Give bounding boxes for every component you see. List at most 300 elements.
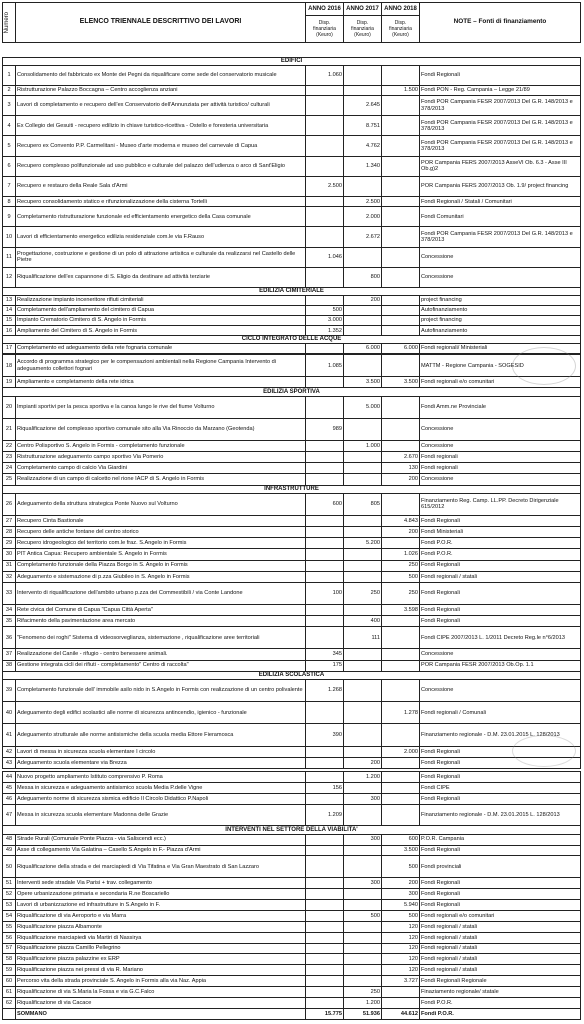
- row-number: 10: [3, 227, 16, 247]
- amount-2017: 4.762: [344, 136, 382, 156]
- amount-2018: 3.727: [382, 976, 420, 987]
- funding-note: Fondi Regionali: [420, 746, 581, 757]
- funding-note: Fondi Regionali: [420, 878, 581, 889]
- row-number: 32: [3, 571, 16, 582]
- works-table-part1: [2, 57, 581, 354]
- funding-note: Fondi Regionali: [420, 560, 581, 571]
- funding-note: project financing: [420, 315, 581, 325]
- work-description: Riqualificazione della strada e dei marciapiedi di Via Tifatina e Via Gran Maestrato di San Lazzaro: [16, 856, 306, 878]
- work-description: Riqualificazione piazza Albamonte: [16, 921, 306, 932]
- work-description: Recupero consolidamento statico e rifunzionalizzazione della cisterna Tortelli: [16, 197, 306, 207]
- table-row: [3, 326, 581, 336]
- work-description: Completamento funzionale dell' immobile asilo nido in S.Angelo in Formis con realizzazione di un centro polivalente: [16, 679, 306, 701]
- amount-2017: 300: [344, 834, 382, 845]
- row-number: 62: [3, 998, 16, 1009]
- amount-2016: [306, 538, 344, 549]
- amount-2017: [344, 176, 382, 196]
- row-number: [3, 1008, 16, 1019]
- section-title: INTERVENTI NEL SETTORE DELLA VIABILITA': [3, 826, 581, 834]
- row-number: 54: [3, 910, 16, 921]
- amount-2018: 130: [382, 463, 420, 474]
- amount-2016: [306, 396, 344, 418]
- amount-2018: [382, 627, 420, 649]
- funding-note: Fondi Regionali: [420, 582, 581, 604]
- table-row: [3, 463, 581, 474]
- disp-header: Disp. finanziaria (Keuro): [382, 16, 420, 43]
- amount-2017: [344, 943, 382, 954]
- row-number: 1: [3, 65, 16, 85]
- amount-2016: 1.352: [306, 326, 344, 336]
- amount-2016: [306, 987, 344, 998]
- work-description: Percorso vita della strada provinciale S. Angelo in Formis alla via Naz. Appia: [16, 976, 306, 987]
- section-row: [3, 671, 581, 679]
- table-row: [3, 227, 581, 247]
- table-row: [3, 856, 581, 878]
- work-description: Recupero ex Convento P.P. Carmelitani - Museo d'arte moderna e museo del carnevale di Capua: [16, 136, 306, 156]
- table-row: [3, 527, 581, 538]
- work-description: Rete civica del Comune di Capua "Capua Città Aperta": [16, 604, 306, 615]
- funding-note: Fondi Regionali: [420, 616, 581, 627]
- amount-2018: 6.000: [382, 343, 420, 353]
- funding-note: Fondi provinciali: [420, 856, 581, 878]
- section-row: [3, 58, 581, 66]
- amount-2017: 200: [344, 757, 382, 768]
- amount-2017: [344, 65, 382, 85]
- table-row: [3, 538, 581, 549]
- amount-2017: 400: [344, 616, 382, 627]
- amount-2016: 600: [306, 493, 344, 515]
- funding-note: Fondi Regionali: [420, 757, 581, 768]
- amount-2017: 1.200: [344, 772, 382, 783]
- table-row: [3, 772, 581, 783]
- amount-2017: [344, 452, 382, 463]
- work-description: Completamento ed adeguamento della rete fognaria comunale: [16, 343, 306, 353]
- funding-note: Fondi POR Campania FESR 2007/2013 Del G.R. 148/2013 e 378/2013: [420, 227, 581, 247]
- work-description: Realizzazione del Canile - rifugio - centro benessere animali.: [16, 649, 306, 660]
- table-row: [3, 305, 581, 315]
- amount-2016: [306, 856, 344, 878]
- amount-2018: 1.500: [382, 85, 420, 95]
- section-row: [3, 826, 581, 834]
- work-description: Completamento dell'ampliamento del cimitero di Capua: [16, 305, 306, 315]
- amount-2017: [344, 326, 382, 336]
- amount-2018: 250: [382, 560, 420, 571]
- funding-note: Fondi P.O.R.: [420, 538, 581, 549]
- work-description: Recupero e restauro della Reale Sala d'Armi: [16, 176, 306, 196]
- amount-2018: 300: [382, 889, 420, 900]
- work-description: Realizzazione di un campo di calcetto nel rione IACP di S. Angelo in Formis: [16, 474, 306, 485]
- row-number: 34: [3, 604, 16, 615]
- amount-2017: [344, 604, 382, 615]
- row-number: 57: [3, 943, 16, 954]
- amount-2016: [306, 900, 344, 911]
- amount-2018: [382, 987, 420, 998]
- amount-2018: [382, 295, 420, 305]
- work-description: Riqualificazione piazza nei pressi di via R. Mariano: [16, 965, 306, 976]
- work-description: Completamento ristrutturazione funzionale ed efficientamento energetico della Casa comunale: [16, 207, 306, 227]
- row-number: 37: [3, 649, 16, 660]
- table-row: [3, 889, 581, 900]
- amount-2017: 1.340: [344, 156, 382, 176]
- work-description: Gestione integrata cicli dei rifiuti - completamento" Centro di raccolta": [16, 660, 306, 671]
- amount-2018: [382, 315, 420, 325]
- amount-2017: [344, 782, 382, 793]
- row-number: 45: [3, 782, 16, 793]
- amount-2016: [306, 627, 344, 649]
- table-row: [3, 649, 581, 660]
- amount-2018: 200: [382, 474, 420, 485]
- row-number: 29: [3, 538, 16, 549]
- work-description: Adeguamento della struttura strategica Ponte Nuovo sul Volturno: [16, 493, 306, 515]
- funding-note: Finanziamento regionale - D.M. 23.01.2015 L. 128/2013: [420, 724, 581, 746]
- amount-2016: [306, 95, 344, 115]
- amount-2018: [382, 649, 420, 660]
- stamp-mark: [512, 735, 576, 767]
- table-row: [3, 85, 581, 95]
- table-row: [3, 156, 581, 176]
- funding-note: Fondi Comunitari: [420, 207, 581, 227]
- amount-2018: 120: [382, 954, 420, 965]
- amount-2016: [306, 932, 344, 943]
- amount-2016: [306, 207, 344, 227]
- amount-2017: [344, 856, 382, 878]
- table-row: [3, 116, 581, 136]
- work-description: Riqualificazione piazza Camillo Pellegrino: [16, 943, 306, 954]
- section-title: CICLO INTEGRATO DELLE ACQUE: [3, 336, 581, 344]
- row-number: 48: [3, 834, 16, 845]
- work-description: Lavori di completamento e recupero dell'ex Conservatorio dell'Annunziata per attività turistico/ culturali: [16, 95, 306, 115]
- amount-2018: [382, 305, 420, 315]
- table-row: [3, 560, 581, 571]
- row-number: 23: [3, 452, 16, 463]
- amount-2017: [344, 305, 382, 315]
- amount-2016: 500: [306, 305, 344, 315]
- funding-note: Fondi regionali / statali: [420, 571, 581, 582]
- amount-2016: [306, 921, 344, 932]
- row-number: 59: [3, 965, 16, 976]
- funding-note: Fondi POR Campania FESR 2007/2013 Del G.R. 148/2013 e 378/2013: [420, 95, 581, 115]
- row-number: 53: [3, 900, 16, 911]
- row-number: 42: [3, 746, 16, 757]
- amount-2018: [382, 267, 420, 287]
- row-number: 35: [3, 616, 16, 627]
- funding-note: Concessione: [420, 679, 581, 701]
- table-row: [3, 965, 581, 976]
- funding-note: Fondi POR Campania FESR 2007/2013 Del G.R. 148/2013 e 378/2013: [420, 116, 581, 136]
- amount-2016: [306, 116, 344, 136]
- page-title: ELENCO TRIENNALE DESCRITTIVO DEI LAVORI: [16, 3, 306, 43]
- amount-2018: 500: [382, 910, 420, 921]
- row-number: 41: [3, 724, 16, 746]
- stamp-mark: [512, 347, 576, 385]
- table-row: [3, 627, 581, 649]
- work-description: Ampliamento e completamento della rete idrica: [16, 377, 306, 388]
- amount-2018: [382, 176, 420, 196]
- work-description: Riqualificazione marciapiedi via Martiri di Nassirya: [16, 932, 306, 943]
- amount-2018: 250: [382, 582, 420, 604]
- work-description: Messa in sicurezza e adeguamento antisismico scuola Media P.delle Vigne: [16, 782, 306, 793]
- total-label: SOMMANO: [16, 1008, 306, 1019]
- amount-2017: 5.200: [344, 538, 382, 549]
- amount-2018: [382, 793, 420, 804]
- table-row: [3, 900, 581, 911]
- work-description: Riqualificazione dell'ex capannone di S. Eligio da destinare ad attività terziarie: [16, 267, 306, 287]
- amount-2016: [306, 452, 344, 463]
- work-description: Opere urbanizzazione primaria e secondaria R.ne Boscariello: [16, 889, 306, 900]
- row-number: 9: [3, 207, 16, 227]
- funding-note: Fondi Regionali: [420, 845, 581, 856]
- row-number: 52: [3, 889, 16, 900]
- amount-2016: 175: [306, 660, 344, 671]
- amount-2018: [382, 326, 420, 336]
- amount-2016: [306, 377, 344, 388]
- work-description: Progettazione, costruzione e gestione di un polo di attrazione artisitca e culturale da realizzarsi nel Castello delle Pietre: [16, 247, 306, 267]
- amount-2017: [344, 804, 382, 826]
- row-number: 12: [3, 267, 16, 287]
- table-row: [3, 396, 581, 418]
- amount-2016: 1.060: [306, 65, 344, 85]
- table-row: [3, 247, 581, 267]
- table-row: [3, 267, 581, 287]
- amount-2016: [306, 746, 344, 757]
- amount-2016: [306, 772, 344, 783]
- funding-note: Fondi Regionali: [420, 889, 581, 900]
- amount-2016: [306, 197, 344, 207]
- amount-2018: 5.940: [382, 900, 420, 911]
- row-number: 21: [3, 418, 16, 440]
- amount-2016: [306, 702, 344, 724]
- amount-2016: [306, 943, 344, 954]
- amount-2016: [306, 549, 344, 560]
- amount-2017: [344, 965, 382, 976]
- section-title: EDIFICI: [3, 58, 581, 66]
- work-description: Ristrutturazione adeguamento campo sportivo Via Pomerio: [16, 452, 306, 463]
- disp-header: Disp. finanziaria (Keuro): [344, 16, 382, 43]
- amount-2017: [344, 649, 382, 660]
- row-number: 4: [3, 116, 16, 136]
- amount-2016: [306, 910, 344, 921]
- amount-2016: 2.500: [306, 176, 344, 196]
- row-number: 26: [3, 493, 16, 515]
- table-row: [3, 943, 581, 954]
- row-number: 55: [3, 921, 16, 932]
- amount-2016: [306, 527, 344, 538]
- table-row: [3, 474, 581, 485]
- amount-2018: 1.026: [382, 549, 420, 560]
- amount-2018: [382, 660, 420, 671]
- funding-note: Fondi Ministeriali: [420, 527, 581, 538]
- work-description: Asse di collegamento Via Galatina – Casello S.Angelo in F.- Piazza d'Armi: [16, 845, 306, 856]
- row-number: 3: [3, 95, 16, 115]
- work-description: Adeguamento e sistemazione di p.zza Giubileo in S. Angelo in Formis: [16, 571, 306, 582]
- amount-2016: [306, 889, 344, 900]
- amount-2016: [306, 474, 344, 485]
- works-table-part3: [2, 771, 581, 1020]
- work-description: Messa in sicurezza scuola elementare Madonna delle Grazie: [16, 804, 306, 826]
- amount-2017: 111: [344, 627, 382, 649]
- section-title: EDILIZIA CIMITERIALE: [3, 288, 581, 296]
- row-number: 7: [3, 176, 16, 196]
- section-row: [3, 336, 581, 344]
- work-description: Completamento funzionale della Piazza Borgo in S. Angelo in Formis: [16, 560, 306, 571]
- amount-2016: 156: [306, 782, 344, 793]
- amount-2018: [382, 247, 420, 267]
- work-description: Strade Rurali (Comunale Ponte Piazza - via Saliscendi ecc.): [16, 834, 306, 845]
- amount-2017: 5.000: [344, 396, 382, 418]
- amount-2016: [306, 571, 344, 582]
- amount-2017: 2.672: [344, 227, 382, 247]
- table-row: [3, 604, 581, 615]
- funding-note: Fondi regionali / statali: [420, 954, 581, 965]
- amount-2017: [344, 527, 382, 538]
- amount-2016: 15.775: [306, 1008, 344, 1019]
- row-number: 24: [3, 463, 16, 474]
- amount-2017: 200: [344, 295, 382, 305]
- amount-2016: [306, 845, 344, 856]
- work-description: Adeguamento norme di sicurezza sismica edificio Il Circolo Didattico P.Napoli: [16, 793, 306, 804]
- section-title: EDILIZIA SCOLASTICA: [3, 671, 581, 679]
- amount-2018: [382, 156, 420, 176]
- funding-note: MATTM - Regione Campania - SOGESID: [420, 355, 581, 377]
- amount-2017: [344, 889, 382, 900]
- funding-note: Concessione: [420, 418, 581, 440]
- table-row: [3, 295, 581, 305]
- amount-2017: [344, 932, 382, 943]
- amount-2017: 2.000: [344, 207, 382, 227]
- amount-2017: [344, 900, 382, 911]
- amount-2018: 4.843: [382, 516, 420, 527]
- amount-2016: 1.046: [306, 247, 344, 267]
- notes-header: NOTE – Fonti di finanziamento: [420, 3, 581, 43]
- section-title: EDILIZIA SPORTIVA: [3, 388, 581, 396]
- funding-note: Fondi Regionali Regionale: [420, 976, 581, 987]
- table-row: [3, 845, 581, 856]
- amount-2017: 500: [344, 910, 382, 921]
- funding-note: Fondi Regionali: [420, 65, 581, 85]
- row-number: 33: [3, 582, 16, 604]
- funding-note: project financing: [420, 295, 581, 305]
- amount-2018: 3.500: [382, 377, 420, 388]
- row-number: 60: [3, 976, 16, 987]
- table-row: [3, 679, 581, 701]
- funding-note: Fondi regionali / statali: [420, 932, 581, 943]
- section-title: INFRASTRUTTURE: [3, 485, 581, 493]
- row-number: 36: [3, 627, 16, 649]
- amount-2016: 989: [306, 418, 344, 440]
- amount-2016: [306, 295, 344, 305]
- amount-2016: 100: [306, 582, 344, 604]
- work-description: Recupero idrogeologico del territorio com.le fraz. S.Angelo in Formis: [16, 538, 306, 549]
- table-row: [3, 921, 581, 932]
- amount-2017: 6.000: [344, 343, 382, 353]
- table-row: [3, 976, 581, 987]
- funding-note: Fondi regionali/ Ministeriali: [420, 343, 581, 353]
- header-table: [2, 2, 581, 43]
- amount-2018: [382, 116, 420, 136]
- row-number: 39: [3, 679, 16, 701]
- amount-2017: [344, 845, 382, 856]
- row-number: 17: [3, 343, 16, 353]
- row-number: 38: [3, 660, 16, 671]
- row-number: 30: [3, 549, 16, 560]
- row-number: 11: [3, 247, 16, 267]
- amount-2018: [382, 493, 420, 515]
- amount-2017: 250: [344, 582, 382, 604]
- funding-note: Fondi Regionali: [420, 516, 581, 527]
- amount-2018: [382, 65, 420, 85]
- row-number: 2: [3, 85, 16, 95]
- work-description: Adeguamento degli edifici scolastici alle norme di sicurezza antincendio, igienico - funzionale: [16, 702, 306, 724]
- works-table-part2: [2, 354, 581, 769]
- amount-2016: [306, 616, 344, 627]
- amount-2016: [306, 604, 344, 615]
- table-row: [3, 987, 581, 998]
- amount-2018: [382, 441, 420, 452]
- amount-2017: [344, 679, 382, 701]
- amount-2016: 3.000: [306, 315, 344, 325]
- section-row: [3, 485, 581, 493]
- funding-note: Fondi regionali / statali: [420, 965, 581, 976]
- amount-2017: [344, 315, 382, 325]
- amount-2018: [382, 679, 420, 701]
- amount-2018: 2.000: [382, 746, 420, 757]
- amount-2018: [382, 396, 420, 418]
- table-row: [3, 176, 581, 196]
- table-row: [3, 793, 581, 804]
- amount-2017: [344, 85, 382, 95]
- amount-2017: 800: [344, 267, 382, 287]
- year-2016-header: ANNO 2016: [306, 3, 344, 16]
- work-description: Impianti sportivi per la pesca sportiva e la canoa lungo le rive del fiume Volturno: [16, 396, 306, 418]
- funding-note: POR Campania FERS 2007/2013 Ob. 1.9/ project financing: [420, 176, 581, 196]
- amount-2017: [344, 921, 382, 932]
- work-description: Completamento campo di calcio Via Giardini: [16, 463, 306, 474]
- amount-2016: [306, 267, 344, 287]
- amount-2017: [344, 474, 382, 485]
- amount-2016: [306, 793, 344, 804]
- table-row: [3, 954, 581, 965]
- amount-2017: [344, 355, 382, 377]
- amount-2018: [382, 772, 420, 783]
- amount-2017: 1.000: [344, 441, 382, 452]
- work-description: Ampliamento del Cimitero di S. Angelo in Formis: [16, 326, 306, 336]
- amount-2017: [344, 724, 382, 746]
- row-number: 47: [3, 804, 16, 826]
- table-row: [3, 878, 581, 889]
- amount-2016: [306, 757, 344, 768]
- amount-2018: [382, 782, 420, 793]
- table-row: [3, 702, 581, 724]
- amount-2018: 3.598: [382, 604, 420, 615]
- funding-note: Finanziamento regionale - D.M. 23.01.2015 L. 128/2013: [420, 804, 581, 826]
- total-row: [3, 1008, 581, 1019]
- work-description: Recupero complesso polifunzionale ad uso pubblico e culturale del palazzo dell'udienza o arco di Sant'Eligio: [16, 156, 306, 176]
- funding-note: Fondi Regionali: [420, 793, 581, 804]
- amount-2018: [382, 998, 420, 1009]
- table-row: [3, 355, 581, 377]
- row-number: 61: [3, 987, 16, 998]
- table-row: [3, 95, 581, 115]
- amount-2018: 600: [382, 834, 420, 845]
- amount-2018: [382, 616, 420, 627]
- funding-note: Autofinanziamento: [420, 305, 581, 315]
- table-row: [3, 441, 581, 452]
- amount-2018: [382, 804, 420, 826]
- table-row: [3, 834, 581, 845]
- amount-2018: 2.670: [382, 452, 420, 463]
- amount-2017: 300: [344, 793, 382, 804]
- row-number: 44: [3, 772, 16, 783]
